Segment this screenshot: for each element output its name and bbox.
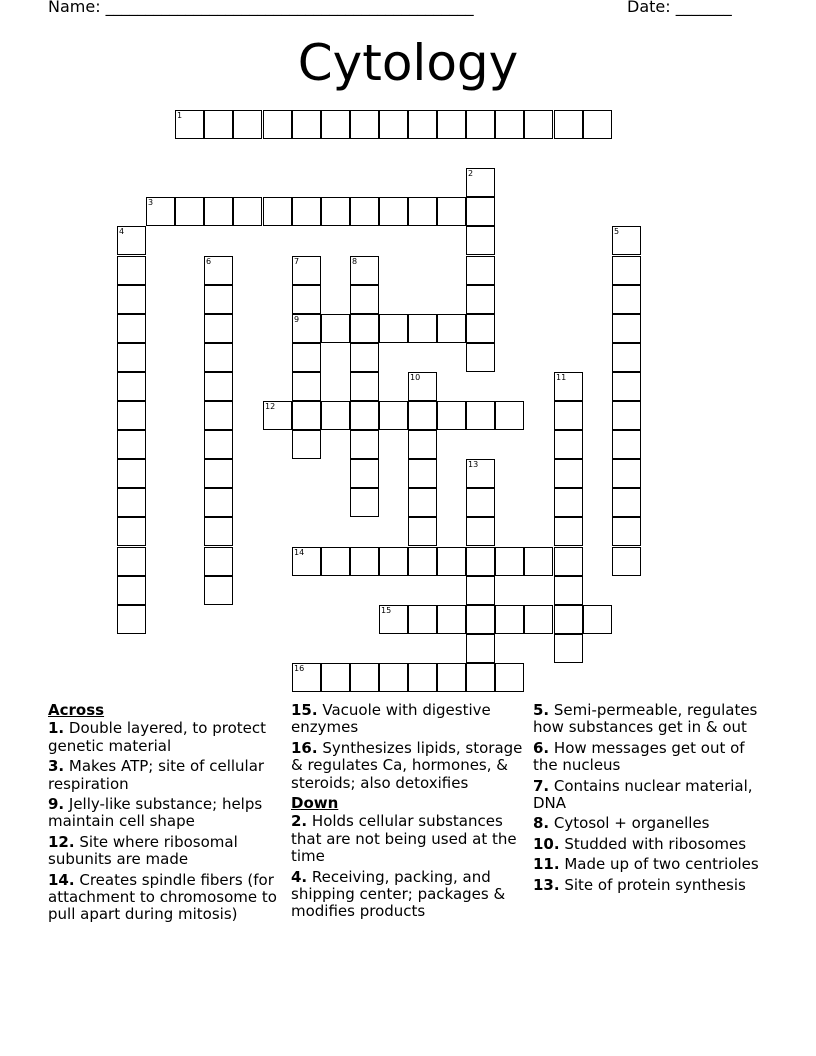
- clue-down-7: [533, 778, 773, 813]
- grid-cell[interactable]: [204, 576, 233, 605]
- grid-cell[interactable]: [233, 110, 262, 139]
- clue-down-4: [291, 869, 527, 921]
- grid-cell[interactable]: [437, 197, 466, 226]
- grid-cell[interactable]: [408, 314, 437, 343]
- grid-cell[interactable]: [612, 488, 641, 517]
- clue-number: 5.: [533, 701, 550, 719]
- clue-text: Jelly-like substance; helps maintain cell shape: [48, 795, 263, 831]
- clue-column-1: [48, 702, 288, 927]
- grid-cell[interactable]: [408, 605, 437, 634]
- clue-number: 3.: [48, 757, 65, 776]
- grid-cell[interactable]: [466, 517, 495, 546]
- grid-cell[interactable]: [117, 314, 146, 343]
- grid-cell[interactable]: [350, 110, 379, 139]
- clue-down-6: [533, 740, 773, 775]
- grid-cell[interactable]: [379, 197, 408, 226]
- grid-cell[interactable]: [612, 314, 641, 343]
- grid-cell[interactable]: [321, 110, 350, 139]
- grid-cell[interactable]: [437, 110, 466, 139]
- grid-cell[interactable]: [350, 430, 379, 459]
- clue-across-14: [48, 872, 288, 924]
- grid-cell[interactable]: [437, 314, 466, 343]
- clue-across-3: [48, 758, 288, 793]
- date-field[interactable]: Date: _______: [627, 0, 732, 16]
- clue-text: Contains nuclear material, DNA: [533, 776, 753, 813]
- grid-cell[interactable]: [292, 110, 321, 139]
- clue-across-1: [48, 720, 288, 755]
- clue-number-label: 10: [410, 373, 421, 382]
- clue-number-label: 15: [381, 606, 392, 615]
- clue-text: Studded with ribosomes: [559, 834, 747, 853]
- grid-cell[interactable]: [437, 605, 466, 634]
- grid-cell[interactable]: [495, 663, 524, 692]
- clue-number: 15.: [291, 701, 318, 719]
- clue-text: Semi-permeable, regulates how substances get in & out: [533, 701, 758, 737]
- grid-cell[interactable]: [233, 197, 262, 226]
- clue-text: Site of protein synthesis: [559, 875, 746, 894]
- clue-number: 16.: [291, 738, 318, 757]
- clue-number: 6.: [533, 738, 550, 757]
- grid-cell[interactable]: [350, 401, 379, 430]
- grid-cell[interactable]: [466, 226, 495, 255]
- clue-down-13: [533, 877, 773, 894]
- clue-text: Double layered, to protect genetic material: [48, 719, 267, 755]
- clue-number-label: 8: [352, 257, 358, 266]
- grid-cell[interactable]: [554, 517, 583, 546]
- grid-cell[interactable]: [204, 517, 233, 546]
- grid-cell[interactable]: [117, 285, 146, 314]
- grid-cell[interactable]: [350, 343, 379, 372]
- clue-number-label: 2: [468, 169, 474, 178]
- clue-number: 1.: [48, 719, 65, 738]
- grid-cell[interactable]: [495, 401, 524, 430]
- grid-cell[interactable]: [408, 430, 437, 459]
- grid-cell[interactable]: [350, 459, 379, 488]
- grid-cell[interactable]: [204, 343, 233, 372]
- grid-cell[interactable]: [408, 488, 437, 517]
- clue-number: 7.: [533, 776, 550, 795]
- clue-number: 14.: [48, 870, 75, 889]
- grid-cell[interactable]: [321, 197, 350, 226]
- grid-cell[interactable]: [554, 488, 583, 517]
- grid-cell[interactable]: [408, 663, 437, 692]
- grid-cell[interactable]: [437, 401, 466, 430]
- grid-cell[interactable]: [117, 459, 146, 488]
- grid-cell[interactable]: [466, 488, 495, 517]
- grid-cell[interactable]: [554, 634, 583, 663]
- grid-cell[interactable]: [612, 285, 641, 314]
- grid-cell[interactable]: [321, 547, 350, 576]
- grid-cell[interactable]: [408, 110, 437, 139]
- grid-cell[interactable]: [554, 547, 583, 576]
- grid-cell[interactable]: [204, 459, 233, 488]
- grid-cell[interactable]: [466, 256, 495, 285]
- clue-text: Cytosol + organelles: [549, 814, 710, 833]
- grid-cell[interactable]: [350, 547, 379, 576]
- grid-cell[interactable]: [524, 547, 553, 576]
- grid-cell[interactable]: [117, 576, 146, 605]
- clue-across-15: [291, 702, 527, 737]
- grid-cell[interactable]: [117, 488, 146, 517]
- grid-cell[interactable]: [554, 401, 583, 430]
- grid-cell[interactable]: [292, 401, 321, 430]
- grid-cell[interactable]: [263, 197, 292, 226]
- grid-cell[interactable]: [117, 430, 146, 459]
- name-field[interactable]: Name: ______________________________________________: [48, 0, 474, 16]
- grid-cell[interactable]: [554, 430, 583, 459]
- grid-cell[interactable]: [204, 430, 233, 459]
- grid-cell[interactable]: [408, 547, 437, 576]
- clue-number: 13.: [533, 875, 560, 894]
- clue-down-2: [291, 813, 527, 865]
- grid-cell[interactable]: [321, 314, 350, 343]
- grid-cell[interactable]: [408, 517, 437, 546]
- grid-cell[interactable]: [612, 517, 641, 546]
- clue-text: Synthesizes lipids, storage & regulates Ca, hormones, & steroids; also detoxifies: [291, 738, 523, 792]
- grid-cell[interactable]: [408, 401, 437, 430]
- grid-cell[interactable]: [117, 256, 146, 285]
- grid-cell[interactable]: [612, 401, 641, 430]
- across-heading: Across: [48, 701, 105, 719]
- grid-cell[interactable]: [292, 285, 321, 314]
- grid-cell[interactable]: [117, 401, 146, 430]
- clue-number: 12.: [48, 832, 75, 851]
- grid-cell[interactable]: [408, 459, 437, 488]
- clue-text: How messages get out of the nucleus: [533, 738, 745, 775]
- grid-cell[interactable]: [612, 430, 641, 459]
- clue-across-16: [291, 740, 527, 792]
- grid-cell[interactable]: [204, 285, 233, 314]
- grid-cell[interactable]: [437, 663, 466, 692]
- grid-cell[interactable]: [204, 110, 233, 139]
- clue-across-12: [48, 834, 288, 869]
- clue-across-9: [48, 796, 288, 831]
- clue-number-label: 16: [294, 664, 305, 673]
- grid-cell[interactable]: [292, 343, 321, 372]
- clue-number-label: 14: [294, 548, 305, 557]
- grid-cell[interactable]: [175, 197, 204, 226]
- grid-cell[interactable]: [583, 605, 612, 634]
- grid-cell[interactable]: [117, 547, 146, 576]
- grid-cell[interactable]: [554, 110, 583, 139]
- grid-cell[interactable]: [350, 197, 379, 226]
- grid-cell[interactable]: [466, 197, 495, 226]
- grid-cell[interactable]: [204, 488, 233, 517]
- grid-cell[interactable]: [350, 285, 379, 314]
- grid-cell[interactable]: [466, 605, 495, 634]
- clue-number: 2.: [291, 812, 308, 831]
- grid-cell[interactable]: [524, 605, 553, 634]
- grid-cell[interactable]: [583, 110, 612, 139]
- grid-cell[interactable]: [292, 197, 321, 226]
- grid-cell[interactable]: [495, 605, 524, 634]
- clue-number-label: 12: [265, 402, 276, 411]
- grid-cell[interactable]: [612, 256, 641, 285]
- clue-down-11: [533, 856, 773, 873]
- clue-number: 4.: [291, 867, 308, 886]
- grid-cell[interactable]: [466, 343, 495, 372]
- grid-cell[interactable]: [466, 314, 495, 343]
- grid-cell[interactable]: [321, 663, 350, 692]
- grid-cell[interactable]: [554, 459, 583, 488]
- down-heading: Down: [291, 794, 339, 813]
- clue-text: Receiving, packing, and shipping center; packages & modifies products: [291, 867, 506, 921]
- grid-cell[interactable]: [408, 197, 437, 226]
- grid-cell[interactable]: [437, 547, 466, 576]
- clue-down-8: [533, 815, 773, 832]
- clue-text: Site where ribosomal subunits are made: [48, 832, 238, 869]
- grid-cell[interactable]: [204, 197, 233, 226]
- grid-cell[interactable]: [466, 285, 495, 314]
- grid-cell[interactable]: [350, 314, 379, 343]
- clue-number: 8.: [533, 814, 550, 833]
- grid-cell[interactable]: [117, 343, 146, 372]
- clue-text: Vacuole with digestive enzymes: [291, 701, 491, 737]
- grid-cell[interactable]: [612, 372, 641, 401]
- clue-down-10: [533, 836, 773, 853]
- clue-column-2: [291, 702, 527, 924]
- grid-cell[interactable]: [466, 401, 495, 430]
- grid-cell[interactable]: [554, 576, 583, 605]
- grid-cell[interactable]: [350, 372, 379, 401]
- grid-cell[interactable]: [350, 488, 379, 517]
- grid-cell[interactable]: [524, 110, 553, 139]
- clue-number: 11.: [533, 855, 560, 874]
- grid-cell[interactable]: [379, 110, 408, 139]
- grid-cell[interactable]: [350, 663, 379, 692]
- grid-cell[interactable]: [466, 547, 495, 576]
- grid-cell[interactable]: [204, 314, 233, 343]
- grid-cell[interactable]: [204, 372, 233, 401]
- clue-number: 9.: [48, 795, 65, 814]
- clue-number-label: 7: [294, 257, 300, 266]
- grid-cell[interactable]: [204, 547, 233, 576]
- grid-cell[interactable]: [117, 605, 146, 634]
- clue-number-label: 3: [148, 198, 154, 207]
- clue-column-3: [533, 702, 773, 897]
- grid-cell[interactable]: [466, 110, 495, 139]
- grid-cell[interactable]: [466, 576, 495, 605]
- page-title: Cytology: [297, 34, 519, 92]
- grid-cell[interactable]: [612, 459, 641, 488]
- grid-cell[interactable]: [612, 547, 641, 576]
- grid-cell[interactable]: [117, 372, 146, 401]
- grid-cell[interactable]: [379, 547, 408, 576]
- clue-number-label: 4: [119, 227, 125, 236]
- grid-cell[interactable]: [554, 605, 583, 634]
- clue-number-label: 5: [614, 227, 620, 236]
- grid-cell[interactable]: [466, 663, 495, 692]
- grid-cell[interactable]: [292, 372, 321, 401]
- clue-number-label: 1: [177, 111, 183, 120]
- grid-cell[interactable]: [204, 401, 233, 430]
- grid-cell[interactable]: [466, 634, 495, 663]
- grid-cell[interactable]: [263, 110, 292, 139]
- clue-number-label: 11: [556, 373, 567, 382]
- clue-number-label: 13: [468, 460, 479, 469]
- clue-text: Makes ATP; site of cellular respiration: [48, 757, 265, 793]
- grid-cell[interactable]: [292, 430, 321, 459]
- grid-cell[interactable]: [379, 663, 408, 692]
- clue-text: Holds cellular substances that are not being used at the time: [291, 812, 517, 866]
- clue-text: Made up of two centrioles: [559, 855, 759, 874]
- grid-cell[interactable]: [321, 401, 350, 430]
- clue-number-label: 6: [206, 257, 212, 266]
- clue-number-label: 9: [294, 315, 300, 324]
- grid-cell[interactable]: [379, 401, 408, 430]
- clue-text: Creates spindle fibers (for attachment to chromosome to pull apart during mitosis): [48, 870, 277, 924]
- grid-cell[interactable]: [495, 110, 524, 139]
- grid-cell[interactable]: [379, 314, 408, 343]
- grid-cell[interactable]: [612, 343, 641, 372]
- clue-number: 10.: [533, 834, 560, 853]
- grid-cell[interactable]: [495, 547, 524, 576]
- clue-down-5: [533, 702, 773, 737]
- grid-cell[interactable]: [117, 517, 146, 546]
